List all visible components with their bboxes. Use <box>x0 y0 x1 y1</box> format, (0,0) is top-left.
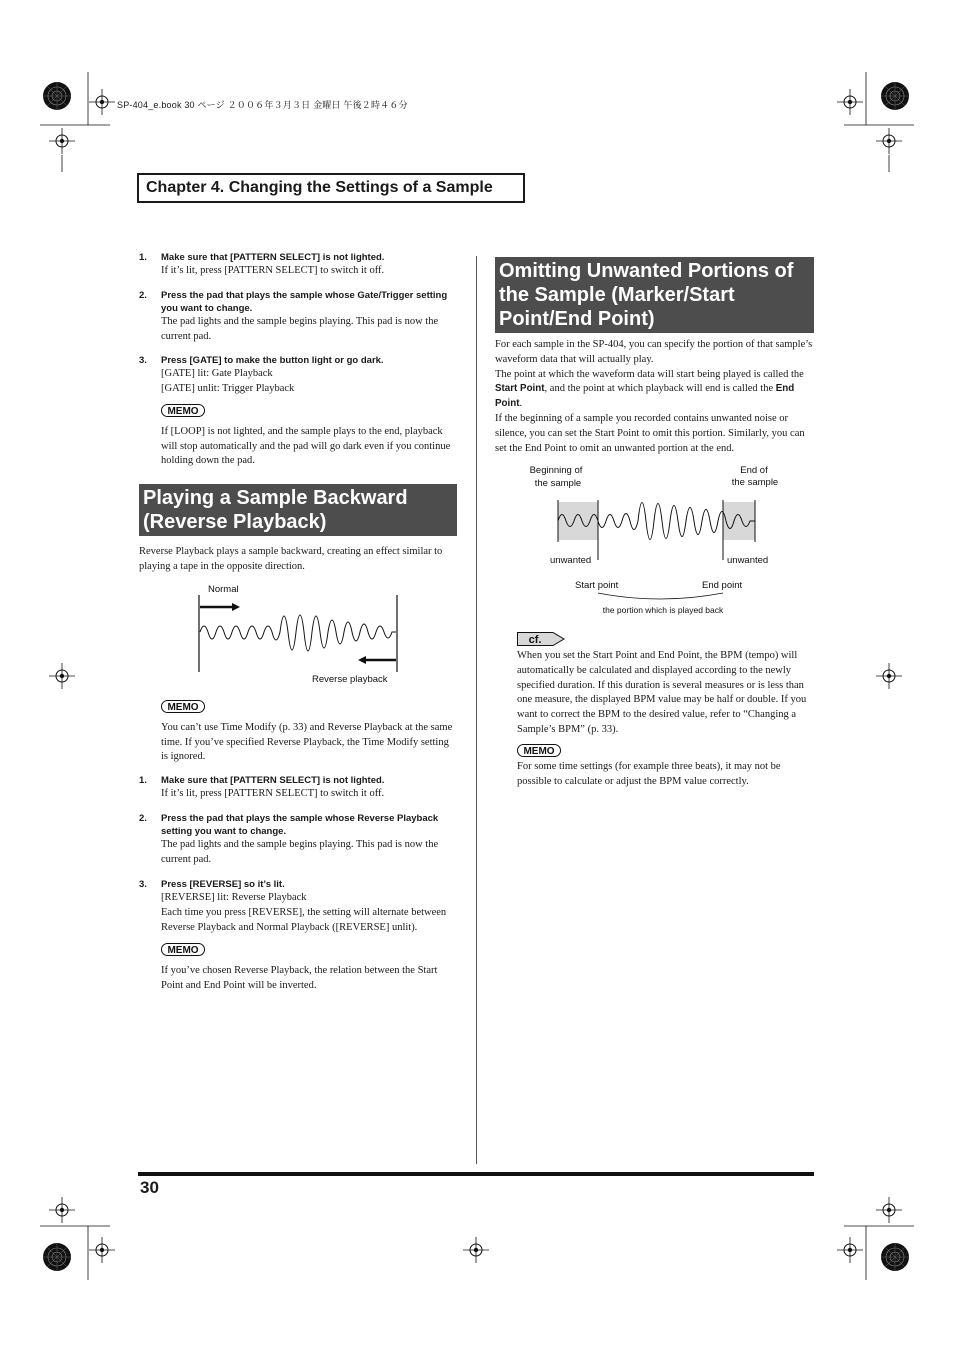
played-range-brace <box>598 593 723 599</box>
memo-icon <box>161 700 205 713</box>
step-body: If it’s lit, press [PATTERN SELECT] to switch it off. <box>161 265 385 276</box>
intro-text-3: If the beginning of a sample you recorded contains unwanted noise or silence, you can set the Start Point to omit this portion. Similarly, you can set the End Point to omit an unwanted portion at the end. <box>495 412 805 454</box>
memo-block <box>139 700 457 765</box>
memo-label: MEMO <box>167 405 199 417</box>
intro-text-2: The point at which the waveform data will start being played is called the Start Point, and the point at which playback will end is called the End Point. <box>495 368 804 410</box>
reverse-intro <box>139 545 457 575</box>
footer-rule <box>138 1172 814 1176</box>
step-number: 2. <box>139 289 147 301</box>
end-label-1: End of <box>740 465 768 476</box>
chapter-title: Chapter 4. Changing the Settings of a Sample <box>137 173 525 203</box>
step-3 <box>139 354 457 397</box>
step-number: 3. <box>139 355 147 367</box>
start-end-point-figure <box>520 460 790 620</box>
unwanted-label-left: unwanted <box>550 555 592 566</box>
memo-text: For some time settings (for example three beats), it may not be possible to calculate or adjust the BPM value correctly. <box>517 760 781 787</box>
normal-label: Normal <box>208 584 239 595</box>
step-title: Press the pad that plays the sample whose Reverse Playback setting you want to change. <box>161 812 439 837</box>
end-point-label: End point <box>702 580 743 591</box>
start-point-term: Start Point <box>495 383 545 395</box>
step-1 <box>139 774 457 802</box>
step-body: Each time you press [REVERSE], the setting will alternate between Reverse Playback and Normal Playback ([REVERSE] unlit). <box>161 907 447 934</box>
step-number: 2. <box>139 812 147 824</box>
end-point-term: End Point <box>495 383 795 410</box>
left-column-lower <box>139 700 457 993</box>
step-3 <box>139 878 457 936</box>
reverse-intro-text: Reverse Playback plays a sample backward, creating an effect similar to playing a tape in the opposite direction. <box>139 546 443 572</box>
reverse-playback-figure <box>190 580 405 688</box>
waveform <box>200 615 396 651</box>
right-notes <box>517 632 813 789</box>
memo-text: If [LOOP] is not lighted, and the sample plays to the end, playback will stop automatically and the pad will go dark even if you continue holding down the pad. <box>161 425 451 467</box>
begin-label-2: the sample <box>534 478 582 489</box>
memo-block <box>139 943 457 993</box>
right-intro <box>495 338 813 456</box>
left-column <box>139 251 457 469</box>
start-point-label: Start point <box>575 580 619 591</box>
book-info-header: SP-404_e.book 30 ページ ２００６年３月３日 金曜日 午後２時４６分 <box>117 100 408 110</box>
end-label-2: the sample <box>731 477 779 488</box>
memo-text: You can’t use Time Modify (p. 33) and Reverse Playback at the same time. If you’ve specified Reverse Playback, the Time Modify setting is ignored. <box>161 721 453 763</box>
step-title: Press the pad that plays the sample whose Gate/Trigger setting you want to change. <box>161 289 448 314</box>
step-body: The pad lights and the sample begins playing. This pad is now the current pad. <box>161 315 439 342</box>
reverse-label: Reverse playback <box>312 674 388 685</box>
unwanted-region-start <box>558 502 598 540</box>
memo-block <box>139 404 457 469</box>
step-body: [GATE] lit: Gate Playback <box>161 368 273 380</box>
memo-icon <box>161 943 205 956</box>
page-number: 30 <box>140 1178 159 1197</box>
step-1 <box>139 251 457 279</box>
step-title: Make sure that [PATTERN SELECT] is not lighted. <box>161 252 385 263</box>
step-title: Press [GATE] to make the button light or go dark. <box>161 355 384 367</box>
cf-text: When you set the Start Point and End Point, the BPM (tempo) will automatically be calculated and displayed according to the newly specified duration. If this duration is several measures or is less than one measure, the displayed BPM value may be half or double. If you want to correct the BPM to the desired value, refer to “Changing a Sample’s BPM” (p. 33). <box>517 650 807 735</box>
step-title: Press [REVERSE] so it’s lit. <box>161 878 285 890</box>
column-divider <box>476 256 477 1164</box>
played-portion-label: the portion which is played back <box>602 605 724 615</box>
step-2 <box>139 812 457 868</box>
intro-text-1: For each sample in the SP-404, you can specify the portion of that sample’s waveform data that will actually play. <box>495 339 813 365</box>
step-number: 1. <box>139 252 147 263</box>
memo-label: MEMO <box>167 944 199 956</box>
memo-icon <box>161 404 205 417</box>
memo-text: If you’ve chosen Reverse Playback, the relation between the Start Point and End Point will be inverted. <box>161 964 438 991</box>
memo-label: MEMO <box>523 745 555 757</box>
step-body: The pad lights and the sample begins playing. This pad is now the current pad. <box>161 838 439 865</box>
step-body: If it’s lit, press [PATTERN SELECT] to switch it off. <box>161 788 385 800</box>
step-2 <box>139 289 457 345</box>
step-number: 1. <box>139 775 147 787</box>
section-heading-reverse: Playing a Sample Backward (Reverse Playback) <box>139 484 457 536</box>
cf-label: cf. <box>528 634 542 646</box>
step-body: [GATE] unlit: Trigger Playback <box>161 383 295 395</box>
begin-label-1: Beginning of <box>529 465 583 476</box>
memo-label: MEMO <box>167 702 199 713</box>
unwanted-label-right: unwanted <box>727 555 769 566</box>
memo-icon <box>517 744 561 757</box>
step-body: [REVERSE] lit: Reverse Playback <box>161 891 307 903</box>
step-number: 3. <box>139 878 147 890</box>
section-heading-marker: Omitting Unwanted Portions of the Sample (Marker/Start Point/End Point) <box>495 257 814 333</box>
step-title: Make sure that [PATTERN SELECT] is not lighted. <box>161 775 385 787</box>
cf-icon <box>517 632 565 646</box>
